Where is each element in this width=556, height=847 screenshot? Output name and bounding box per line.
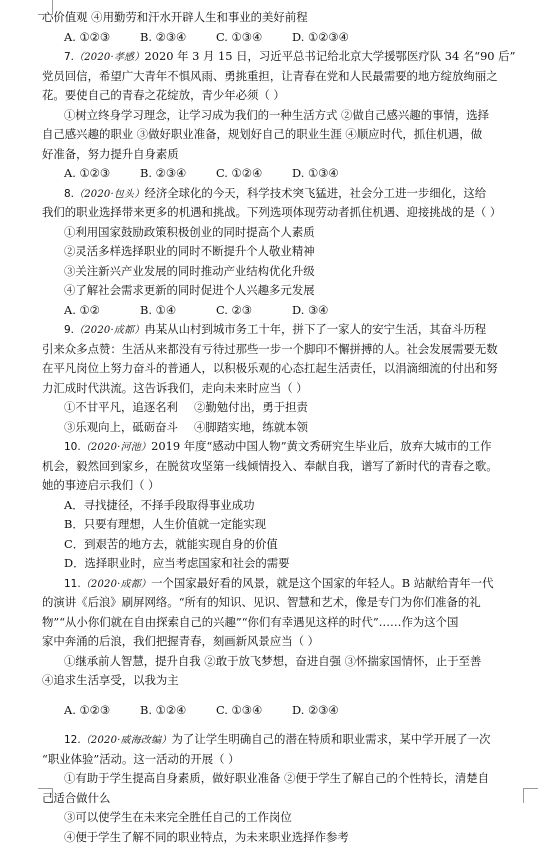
q11-option-b: B. ①②④ xyxy=(140,701,216,721)
q11-statements-line-2: ④追求生活享受，以我为主 xyxy=(42,671,518,691)
q9-statements-row-2 xyxy=(42,418,518,438)
q6-option-a: A. ①②③ xyxy=(64,28,140,48)
q9-statement-3: ③乐观向上，砥砺奋斗 xyxy=(64,418,194,438)
q7-options xyxy=(42,164,518,184)
q10-number: 10. xyxy=(64,441,81,453)
spacer xyxy=(42,720,518,730)
q12-statement-4: ④便于学生了解不同的职业特点，为未来职业选择作参考 xyxy=(42,828,518,847)
q12-statements-line-1: ①有助于学生提高自身素质，做好职业准备 ②便于学生了解自己的个性特长，清楚自 xyxy=(42,769,518,789)
q12-statement-3: ③可以使学生在未来完全胜任自己的工作岗位 xyxy=(42,808,518,828)
q6-option-d: D. ①②③④ xyxy=(292,28,368,48)
q7-option-a: A. ①②③ xyxy=(64,164,140,184)
q12-stem-line-2: “职业体验”活动。这一活动的开展（ ） xyxy=(42,750,518,770)
q10-option-c: C．到艰苦的地方去，就能实现自身的价值 xyxy=(42,535,518,555)
question-content xyxy=(42,8,518,847)
q7-stem-line-3: 花。要使自己的青春之花绽放，青少年必须（ ） xyxy=(42,86,518,106)
q11-source: （2020·成都） xyxy=(81,579,151,590)
q8-statement-1: ①利用国家鼓励政策积极创业的同时提高个人素质 xyxy=(42,223,518,243)
q11-statements-line-1: ①继承前人智慧，提升自我 ②敢于放飞梦想，奋进自强 ③怀揣家国情怀，止于至善 xyxy=(42,652,518,672)
q9-statement-2: ②勤勉付出，勇于担责 xyxy=(194,400,308,414)
q6-option-b: B. ②③④ xyxy=(140,28,216,48)
q10-source: （2020·河池） xyxy=(81,442,151,453)
q9-stem-line-1 xyxy=(42,320,518,340)
q10-option-b: B．只要有理想，人生价值就一定能实现 xyxy=(42,515,518,535)
q8-statement-3: ③关注新兴产业发展的同时推动产业结构优化升级 xyxy=(42,262,518,282)
q11-option-a: A. ①②③ xyxy=(64,701,140,721)
q12-statements-line-2: 己适合做什么 xyxy=(42,789,518,809)
q7-option-b: B. ②③④ xyxy=(140,164,216,184)
q12-stem-line-1 xyxy=(42,730,518,750)
q9-stem-line-3: 在平凡岗位上努力奋斗的普通人，以积极乐观的心态扛起生活责任，以涓滴细流的付出和努 xyxy=(42,359,518,379)
q10-option-a: A．寻找捷径，不择手段取得事业成功 xyxy=(42,496,518,516)
q7-stem-text-1: 2020 年 3 月 15 日，习近平总书记给北京大学援鄂医疗队 34 名“90 后” xyxy=(144,49,515,63)
q8-option-b: B. ①④ xyxy=(140,301,216,321)
q8-source: （2020·包头） xyxy=(74,189,144,200)
q8-option-c: C. ②③ xyxy=(216,301,292,321)
q9-statements-row-1 xyxy=(42,398,518,418)
q12-source: （2020·威海改编） xyxy=(81,735,172,746)
q8-options xyxy=(42,301,518,321)
spacer xyxy=(42,691,518,701)
q7-option-c: C. ①②④ xyxy=(216,164,292,184)
q8-number: 8. xyxy=(64,188,74,200)
q11-stem-line-2: 的演讲《后浪》刷屏网络。“所有的知识、见识、智慧和艺术，像是专门为你们准备的礼 xyxy=(42,593,518,613)
q11-option-d: D. ②③④ xyxy=(292,701,368,721)
q9-statement-4: ④脚踏实地，练就本领 xyxy=(194,420,308,434)
q11-stem-text-1: 一个国家最好看的风景，就是这个国家的年轻人。B 站献给青年一代 xyxy=(151,576,493,590)
q8-statement-2: ②灵活多样选择职业的同时不断提升个人敬业精神 xyxy=(42,242,518,262)
q8-stem-line-2: 我们的职业选择带来更多的机遇和挑战。下列选项体现劳动者抓住机遇、迎接挑战的是（ ） xyxy=(42,203,518,223)
q7-statements-line-2: 自己感兴趣的职业 ③做好职业准备，规划好自己的职业生涯 ④顺应时代，抓住机遇，做 xyxy=(42,125,518,145)
q8-option-d: D. ③④ xyxy=(292,301,368,321)
q9-stem-text-1: 冉某从山村到城市务工十年，拼下了一家人的安宁生活，其奋斗历程 xyxy=(144,322,486,336)
q8-statement-4: ④了解社会需求更新的同时促进个人兴趣多元发展 xyxy=(42,281,518,301)
q6-options xyxy=(42,28,518,48)
q6-statement-tail: 心价值观 ④用勤劳和汗水开辟人生和事业的美好前程 xyxy=(42,8,518,28)
q8-stem-text-1: 经济全球化的今天，科学技术突飞猛进，社会分工进一步细化，这给 xyxy=(144,186,486,200)
q12-stem-text-1: 为了让学生明确自己的潜在特质和职业需求，某中学开展了一次 xyxy=(172,732,491,746)
q11-stem-line-4: 家中奔涌的后浪，我们把握青春，刻画新风景应当（ ） xyxy=(42,632,518,652)
q6-option-c: C. ①③④ xyxy=(216,28,292,48)
q9-number: 9. xyxy=(64,324,74,336)
q11-options xyxy=(42,701,518,721)
q10-stem-line-1 xyxy=(42,437,518,457)
q10-stem-line-3: 她的事迹启示我们（ ） xyxy=(42,476,518,496)
q11-option-c: C. ①③④ xyxy=(216,701,292,721)
q8-option-a: A. ①② xyxy=(64,301,140,321)
q10-stem-line-2: 机会，毅然回到家乡，在脱贫攻坚第一线倾情投入、奉献自我，谱写了新时代的青春之歌。 xyxy=(42,457,518,477)
q10-stem-text-1: 2019 年度“感动中国人物”黄文秀研究生毕业后，放弃大城市的工作 xyxy=(151,439,491,453)
q7-stem-line-2: 党员回信，希望广大青年不惧风雨、勇挑重担，让青春在党和人民最需要的地方绽放绚丽之 xyxy=(42,67,518,87)
q7-source: （2020·孝感） xyxy=(74,52,144,63)
q8-stem-line-1 xyxy=(42,184,518,204)
q12-number: 12. xyxy=(64,734,81,746)
q7-number: 7. xyxy=(64,51,74,63)
q9-source: （2020·成都） xyxy=(74,325,144,336)
q7-statements-line-3: 好准备，努力提升自身素质 xyxy=(42,145,518,165)
q7-option-d: D. ①③④ xyxy=(292,164,368,184)
q11-stem-line-1 xyxy=(42,574,518,594)
q7-stem-line-1 xyxy=(42,47,518,67)
q9-stem-line-4: 力汇成时代洪流。这告诉我们，走向未来时应当（ ） xyxy=(42,379,518,399)
q9-statement-1: ①不甘平凡，追逐名利 xyxy=(64,398,194,418)
q11-number: 11. xyxy=(64,578,81,590)
q11-stem-line-3: 物”“从小你们就在自由探索自己的兴趣”“你们有幸遇见这样的时代”……作为这个国 xyxy=(42,613,518,633)
q10-option-d: D．选择职业时，应当考虑国家和社会的需要 xyxy=(42,554,518,574)
q7-statements-line-1: ①树立终身学习理念，让学习成为我们的一种生活方式 ②做自己感兴趣的事情，选择 xyxy=(42,106,518,126)
q9-stem-line-2: 引来众多点赞：生活从来都没有亏待过那些一步一个脚印不懈拼搏的人。社会发展需要无数 xyxy=(42,340,518,360)
crop-mark-bottom-right xyxy=(523,788,538,803)
